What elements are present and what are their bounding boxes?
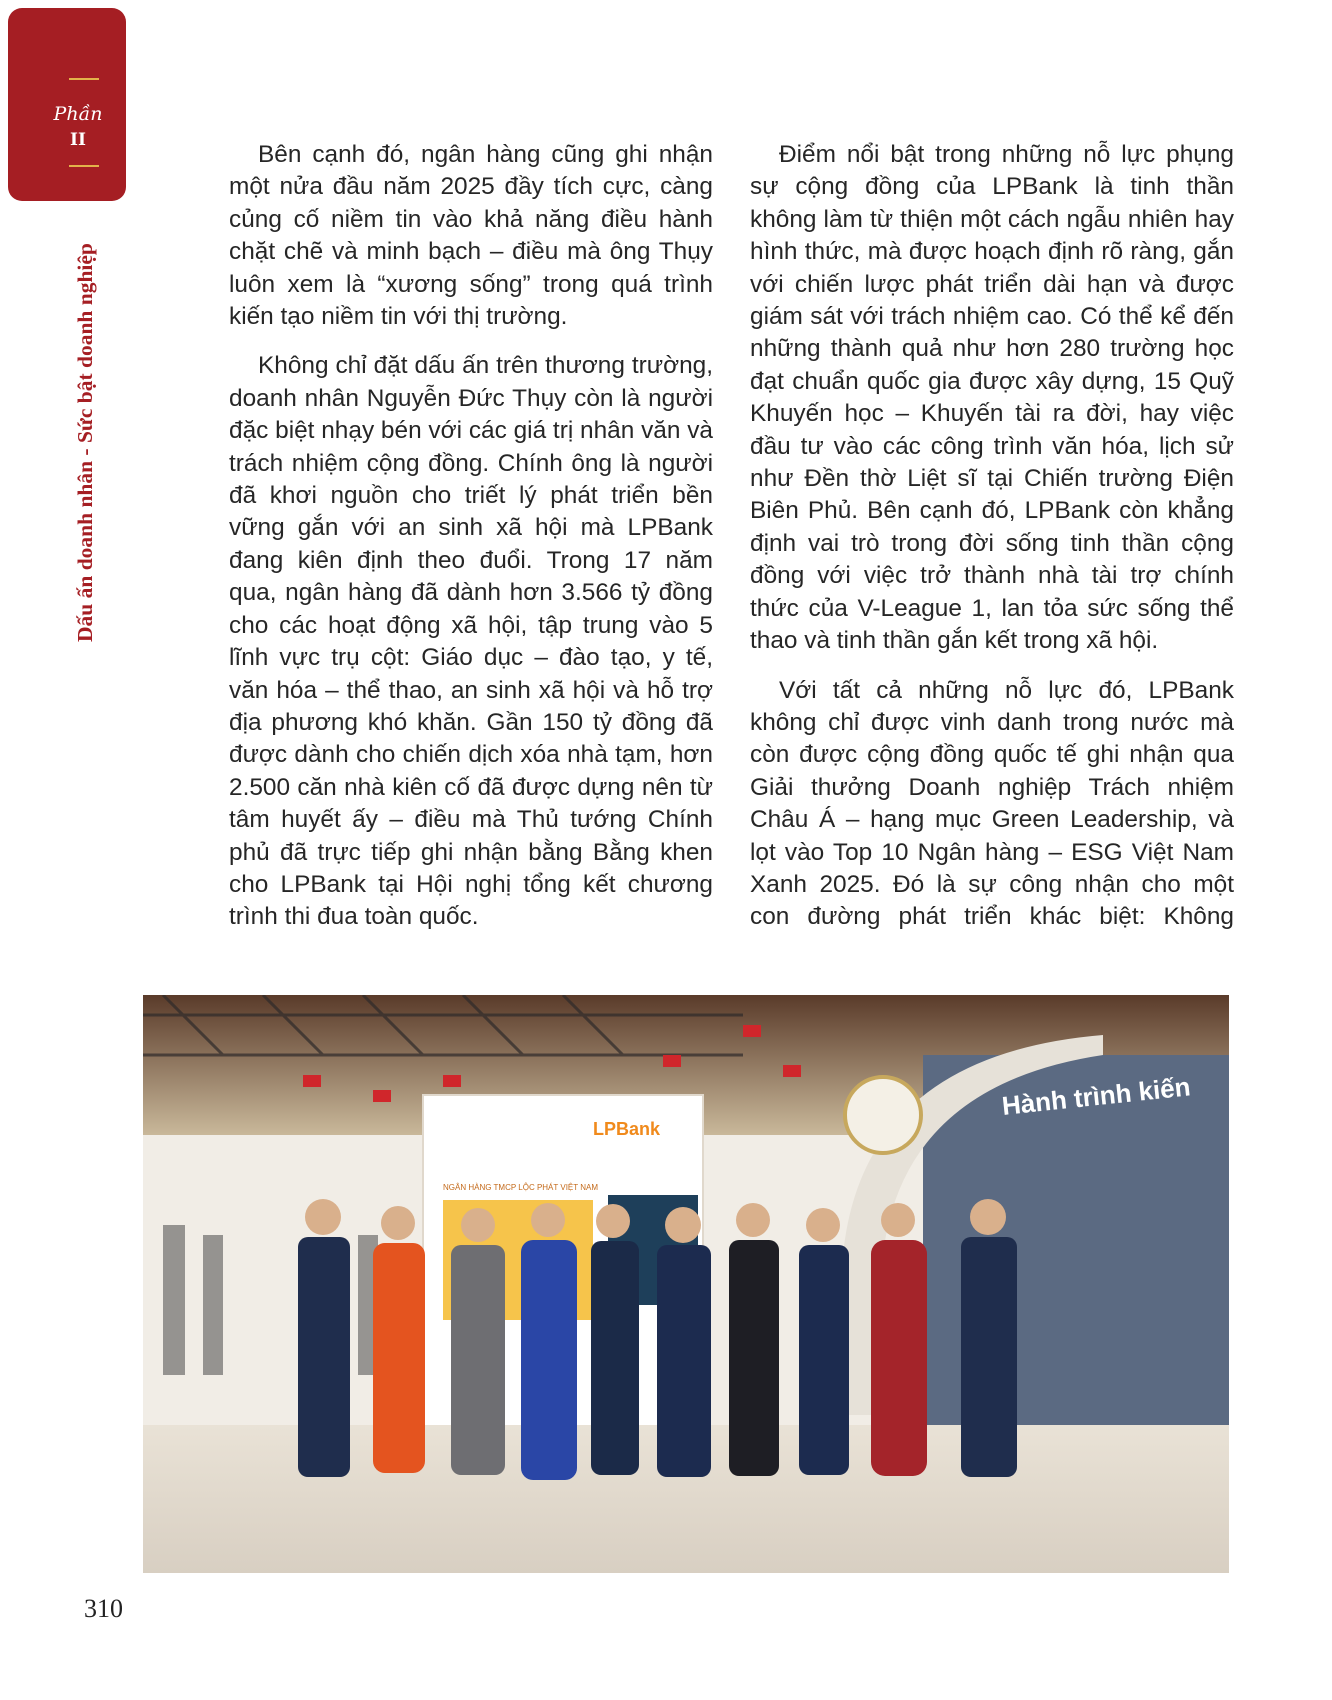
paragraph: Với tất cả những nỗ lực đó, LPBank không chỉ được vinh danh trong nước mà còn được cộng đồng quốc tế ghi nhận qua Giải thưởng Doanh nghiệp Trách nhiệm Châu Á – hạng mục Green Leadership, và lọt vào Top 10 Ngân hàng – ESG Việt Nam Xanh 2025. Đó là sự công nhận cho một con đường phát triển khác biệt: Không (750, 676, 1234, 931)
paragraph: Không chỉ đặt dấu ấn trên thương trường, doanh nhân Nguyễn Đức Thụy còn là người đặc biệt nhạy bén với các giá trị nhân văn và trách nhiệm cộng đồng. Chính ông là người đã khơi nguồn cho triết lý phát triển bền vững gắn với an sinh xã hội mà LPBank đang kiên định theo đuổi. Trong 17 năm qua, ngân hàng đã dành hơn 3.566 tỷ đồng cho các hoạt động xã hội, tập trung vào 5 lĩnh vực trụ cột: Giáo dục – đào tạo, y tế, văn hóa – thể thao, an sinh xã hội và hỗ trợ địa phương khó khăn. Gần 150 tỷ đồng đã được dành cho chiến dịch xóa nhà tạm, hơn 2.500 căn nhà kiên cố đã được dựng nên từ tâm huyết ấy – điều mà Thủ tướng Chính phủ đã trực tiếp ghi nhận bằng Bằng khen cho LPBank tại Hội nghị tổng kết chương trình thi đua toàn quốc. (229, 352, 713, 931)
group-photo (143, 995, 1229, 1573)
right-text-column (750, 139, 1234, 934)
running-title: Dấu ấn doanh nhân - Sức bật doanh nghiệp (73, 243, 97, 643)
part-section-tab (8, 8, 126, 201)
part-number: II (70, 130, 86, 150)
wall-sign: Hành trình kiến (1000, 1071, 1192, 1121)
booth-logo: LPBank (593, 1119, 661, 1139)
tab-top-rule (69, 78, 99, 80)
part-word: Phần (53, 103, 103, 125)
booth-banner: NGÂN HÀNG TMCP LỘC PHÁT VIỆT NAM (443, 1183, 598, 1192)
photo-illustration (143, 995, 1229, 1573)
emblem (845, 1077, 921, 1153)
tab-bottom-rule (69, 165, 99, 167)
page-number: 310 (84, 1594, 123, 1623)
paragraph: Bên cạnh đó, ngân hàng cũng ghi nhận một nửa đầu năm 2025 đầy tích cực, càng củng cố niềm tin vào khả năng điều hành chặt chẽ và minh bạch – điều mà ông Thụy luôn xem là “xương sống” trong quá trình kiến tạo niềm tin với thị trường. (229, 141, 713, 331)
left-text-column (229, 139, 713, 934)
paragraph: Điểm nổi bật trong những nỗ lực phụng sự cộng đồng của LPBank là tinh thần không làm từ thiện một cách ngẫu nhiên hay hình thức, mà được hoạch định rõ ràng, gắn với chiến lược phát triển dài hạn và được giám sát với trách nhiệm cao. Có thể kể đến những thành quả như hơn 280 trường học đạt chuẩn quốc gia được xây dựng, 15 Quỹ Khuyến học – Khuyến tài ra đời, hay việc đầu tư vào các công trình văn hóa, lịch sử như Đền thờ Liệt sĩ tại Chiến trường Điện Biên Phủ. Bên cạnh đó, LPBank còn khẳng định vai trò trong đời sống tinh thần cộng đồng với việc trở thành nhà tài trợ chính thức của V-League 1, lan tỏa sức sống thể thao và tinh thần gắn kết trong xã hội. (750, 141, 1234, 655)
